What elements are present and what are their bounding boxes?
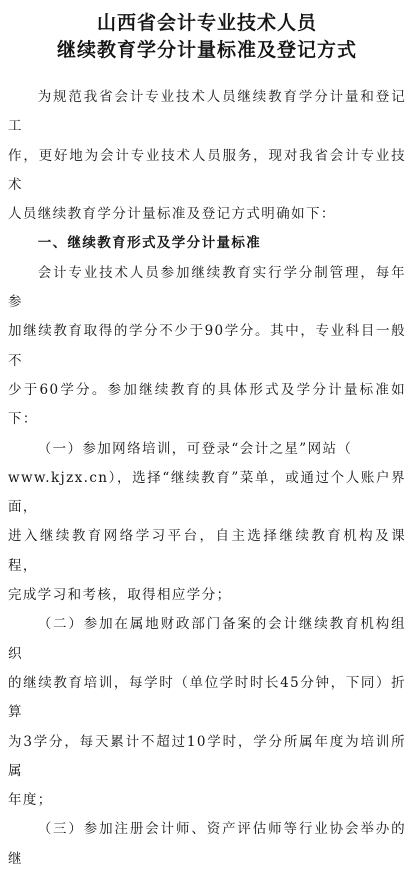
- list-item-2: [8, 610, 406, 815]
- intro-line-3: 人员继续教育学分计量标准及登记方式明确如下：: [8, 206, 336, 223]
- paragraph-1: [8, 259, 406, 435]
- document-title: [8, 10, 406, 64]
- list-item-1: [8, 435, 406, 611]
- item2-line-3: 为3学分，每天累计不超过10学时，学分所属年度为培训所属: [8, 733, 406, 779]
- item1-line-2: www.kjzx.cn），选择“继续教育”菜单，或通过个人账户界面，: [8, 469, 406, 516]
- para1-line-3: 少于60学分。参加继续教育的具体形式及学分计量标准如下：: [8, 381, 406, 428]
- title-line-2: 继续教育学分计量标准及登记方式: [56, 39, 357, 61]
- item1-line-4: 完成学习和考核，取得相应学分；: [8, 587, 232, 604]
- para1-line-1: 会计专业技术人员参加继续教育实行学分制管理，每年参: [8, 264, 406, 311]
- item2-line-2: 的继续教育培训，每学时（单位学时时长45分钟，下同）折算: [8, 674, 406, 721]
- intro-paragraph: [8, 83, 406, 229]
- title-line-1: 山西省会计专业技术人员: [96, 12, 317, 34]
- item1-line-1: （一）参加网络培训，可登录“会计之星”网站（: [37, 440, 353, 457]
- item2-line-1: （二）参加在属地财政部门备案的会计继续教育机构组织: [8, 616, 406, 662]
- item3-line-1: （三）参加注册会计师、资产评估师等行业协会举办的继: [8, 821, 406, 867]
- list-item-3: [8, 815, 406, 874]
- item1-line-3: 进入继续教育网络学习平台，自主选择继续教育机构及课程，: [8, 528, 406, 574]
- item2-line-4: 年度；: [8, 792, 53, 809]
- section-heading-1: 一、继续教育形式及学分计量标准: [37, 235, 262, 252]
- para1-line-2: 加继续教育取得的学分不少于90学分。其中，专业科目一般不: [8, 323, 406, 369]
- intro-line-2: 作，更好地为会计专业技术人员服务，现对我省会计专业技术: [8, 147, 406, 193]
- intro-line-1: 为规范我省会计专业技术人员继续教育学分计量和登记工: [8, 89, 406, 135]
